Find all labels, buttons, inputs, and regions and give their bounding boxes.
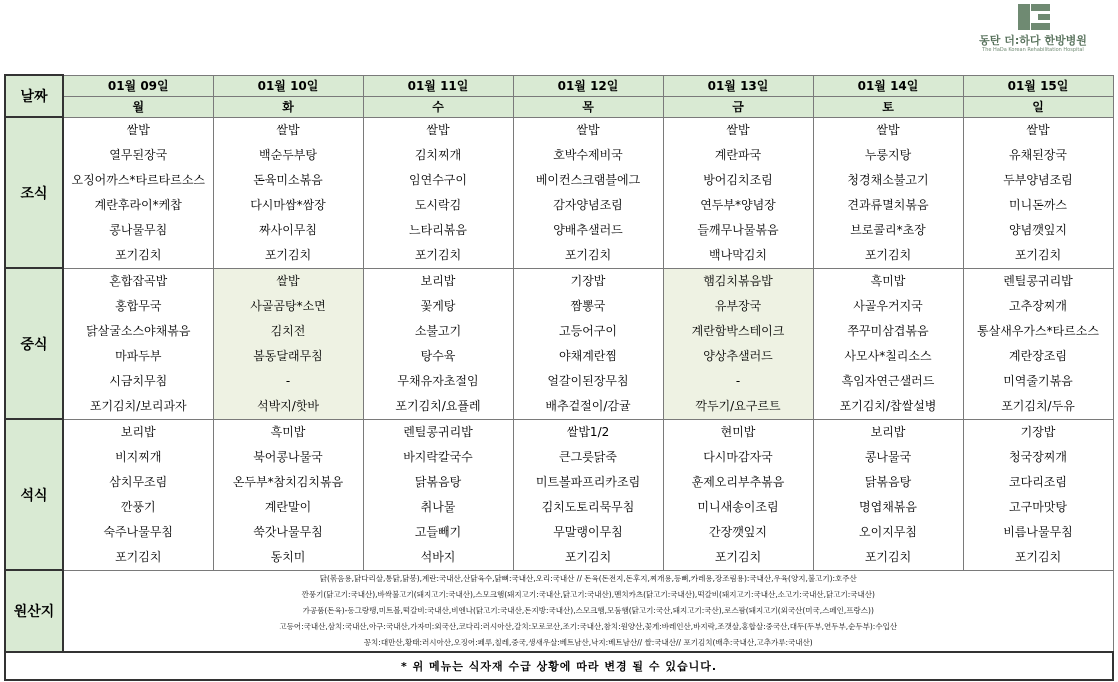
day-weekday: 토 bbox=[813, 96, 963, 117]
hospital-subtitle: The HaDa Korean Rehabilitation Hospital bbox=[982, 47, 1084, 53]
menu-item: 포기김치/두유 bbox=[1001, 398, 1075, 413]
origin-line: 꽁치:대만산,황태:러시아산,오징어:페루,칠레,중국,생새우살:베트남산,낙지:베트남산// 쌀:국내산// 포기김치(배추:국내산,고추가루:국내산) bbox=[363, 637, 813, 647]
menu-item: 보리밥 bbox=[870, 424, 906, 439]
menu-item: 비지찌개 bbox=[115, 449, 162, 464]
menu-item: 삼치무조림 bbox=[109, 474, 168, 489]
origin-line: 닭(볶음용,닭다리살,통닭,닭봉),계란:국내산,산닭육수,닭뼈:국내산,오리:국내산 // 돈육(돈전지,돈후지,찌개용,등뼈,카레용,장조림용):국내산,우육(양지,불고기):호주산 bbox=[319, 573, 857, 583]
menu-item: 짜사이무침 bbox=[259, 222, 317, 237]
menu-item: - bbox=[735, 373, 741, 388]
menu-item: 석바지 bbox=[420, 549, 456, 564]
menu-item: 무채유자초절임 bbox=[397, 373, 479, 388]
menu-item: 계란말이 bbox=[264, 499, 312, 514]
menu-item: 양상추샐러드 bbox=[703, 348, 773, 363]
menu-item: 콩나물무침 bbox=[109, 222, 168, 237]
menu-item: 포기김치 bbox=[564, 549, 612, 564]
menu-item: 렌틸콩귀리밥 bbox=[1003, 273, 1073, 288]
menu-item: 봄동달래무침 bbox=[253, 348, 323, 363]
breakfast-menu-cell bbox=[513, 117, 663, 268]
menu-item: 미역줄기볶음 bbox=[1003, 373, 1073, 388]
menu-item: 포기김치/찹쌀설병 bbox=[839, 398, 937, 413]
menu-item: 야채계란찜 bbox=[559, 348, 617, 363]
footer-note-row bbox=[5, 652, 1113, 680]
menu-item: 계란파국 bbox=[714, 147, 762, 162]
origin-info bbox=[63, 570, 1113, 652]
hospital-logo bbox=[968, 2, 1098, 66]
dinner-menu-cell bbox=[963, 419, 1113, 570]
menu-item: 오이지무침 bbox=[859, 524, 917, 539]
menu-item: 보리밥 bbox=[120, 424, 156, 439]
day-date: 01월 11일 bbox=[363, 75, 513, 96]
menu-item: 고등어구이 bbox=[559, 323, 617, 338]
menu-item: 견과류멸치볶음 bbox=[847, 197, 929, 212]
hospital-name: 동탄 더:하다 한방병원 bbox=[979, 34, 1087, 47]
day-date: 01월 12일 bbox=[513, 75, 663, 96]
menu-item: 포기김치 bbox=[1014, 247, 1062, 262]
menu-item: 흑미밥 bbox=[270, 424, 306, 439]
menu-item: 온두부*참치김치볶음 bbox=[232, 474, 344, 489]
lunch-menu-cell bbox=[963, 268, 1113, 419]
menu-item: 쑥갓나물무침 bbox=[253, 524, 323, 539]
day-date: 01월 13일 bbox=[663, 75, 813, 96]
origin-row bbox=[5, 570, 1113, 652]
menu-item: 꽃게탕 bbox=[420, 298, 456, 313]
menu-item: 고구마맛탕 bbox=[1009, 499, 1067, 514]
menu-item: 감자양념조림 bbox=[553, 197, 623, 212]
menu-item: 브로콜리*초장 bbox=[850, 222, 926, 237]
lunch-menu-cell bbox=[513, 268, 663, 419]
menu-item: 석박지/핫바 bbox=[256, 398, 319, 413]
breakfast-menu-cell bbox=[813, 117, 963, 268]
day-weekday: 화 bbox=[213, 96, 363, 117]
lunch-menu-cell bbox=[63, 268, 213, 419]
menu-item: 보리밥 bbox=[420, 273, 456, 288]
menu-item: 고들빼기 bbox=[414, 524, 462, 539]
menu-item: 오징어까스*타르타르소스 bbox=[71, 172, 205, 187]
menu-item: 포기김치 bbox=[264, 247, 312, 262]
menu-item: 포기김치 bbox=[414, 247, 462, 262]
menu-item: 명엽채볶음 bbox=[859, 499, 917, 514]
menu-item: 느타리볶음 bbox=[409, 222, 467, 237]
menu-item: 통살새우가스*타르소스 bbox=[977, 323, 1099, 338]
menu-item: 햄김치볶음밥 bbox=[703, 273, 773, 288]
menu-item: 쌀밥 bbox=[276, 122, 300, 137]
menu-item: 쌀밥 bbox=[1026, 122, 1050, 137]
menu-item: 취나물 bbox=[420, 499, 456, 514]
menu-item: - bbox=[285, 373, 291, 388]
menu-item: 계란장조림 bbox=[1009, 348, 1067, 363]
menu-item: 기장밥 bbox=[570, 273, 606, 288]
menu-item: 포기김치 bbox=[564, 247, 612, 262]
menu-item: 홍합무국 bbox=[115, 298, 162, 313]
menu-item: 다시마쌈*쌈장 bbox=[250, 197, 326, 212]
dinner-label: 석식 bbox=[5, 419, 63, 570]
origin-line: 고등어:국내산,삼치:국내산,아구:국내산,가자미:외국산,코다리:러시아산,갈치:모로코산,조기:국내산,참치:원양산,꽃게:바레인산,바지락,조갯살,홍합살:중국산,대두(두부,연두부,순두부):수입산 bbox=[279, 621, 898, 631]
menu-item: 호박수제비국 bbox=[553, 147, 623, 162]
menu-item: 방어김치조림 bbox=[703, 172, 773, 187]
menu-item: 간장깻잎지 bbox=[709, 524, 767, 539]
menu-item: 양념깻잎지 bbox=[1009, 222, 1067, 237]
breakfast-menu-cell bbox=[363, 117, 513, 268]
menu-item: 비름나물무침 bbox=[1003, 524, 1073, 539]
menu-item: 포기김치 bbox=[115, 549, 162, 564]
menu-item: 렌틸콩귀리밥 bbox=[403, 424, 473, 439]
dinner-menu-cell bbox=[813, 419, 963, 570]
menu-item: 연두부*양념장 bbox=[700, 197, 776, 212]
menu-item: 포기김치 bbox=[864, 549, 912, 564]
menu-item: 배추겉절이/감귤 bbox=[545, 398, 631, 413]
menu-item: 베이컨스크램블에그 bbox=[535, 172, 641, 187]
menu-item: 현미밥 bbox=[720, 424, 756, 439]
menu-item: 미니새송이조림 bbox=[697, 499, 779, 514]
menu-item: 돈육미소볶음 bbox=[253, 172, 323, 187]
dinner-menu-cell bbox=[63, 419, 213, 570]
dinner-menu-cell bbox=[213, 419, 363, 570]
menu-item: 혼합잡곡밥 bbox=[109, 273, 168, 288]
dinner-menu-cell bbox=[663, 419, 813, 570]
date-label: 날짜 bbox=[5, 75, 63, 117]
lunch-menu-cell bbox=[363, 268, 513, 419]
lunch-menu-cell bbox=[213, 268, 363, 419]
menu-item: 큰그릇닭죽 bbox=[559, 449, 617, 464]
menu-item: 포기김치 bbox=[1014, 549, 1062, 564]
breakfast-menu-cell bbox=[63, 117, 213, 268]
menu-item: 깐풍기 bbox=[120, 499, 156, 514]
day-weekday: 일 bbox=[963, 96, 1113, 117]
menu-item: 미트볼파프리카조림 bbox=[535, 474, 641, 489]
menu-item: 기장밥 bbox=[1020, 424, 1056, 439]
menu-item: 계란함박스테이크 bbox=[691, 323, 785, 338]
menu-item: 짬뽕국 bbox=[570, 298, 606, 313]
lunch-label: 중식 bbox=[5, 268, 63, 419]
menu-item: 얼갈이된장무침 bbox=[547, 373, 629, 388]
hospital-logo-mark-icon bbox=[1018, 4, 1050, 30]
menu-item: 미니돈까스 bbox=[1009, 197, 1067, 212]
menu-item: 백나막김치 bbox=[709, 247, 767, 262]
day-weekday: 월 bbox=[63, 96, 213, 117]
breakfast-menu-cell bbox=[213, 117, 363, 268]
menu-item: 양배추샐러드 bbox=[553, 222, 623, 237]
menu-item: 훈제오리부추볶음 bbox=[691, 474, 785, 489]
menu-item: 깍두기/요구르트 bbox=[695, 398, 781, 413]
menu-item: 소불고기 bbox=[414, 323, 462, 338]
dinner-menu-cell bbox=[363, 419, 513, 570]
menu-item: 다시마감자국 bbox=[703, 449, 773, 464]
day-date: 01월 10일 bbox=[213, 75, 363, 96]
menu-item: 닭볶음탕 bbox=[864, 474, 912, 489]
menu-item: 시금치무침 bbox=[109, 373, 168, 388]
menu-item: 바지락칼국수 bbox=[403, 449, 473, 464]
menu-item: 쌀밥1/2 bbox=[566, 424, 610, 439]
menu-item: 도시락김 bbox=[414, 197, 462, 212]
menu-item: 포기김치 bbox=[714, 549, 762, 564]
weekly-menu-table bbox=[4, 74, 1114, 681]
day-weekday: 목 bbox=[513, 96, 663, 117]
menu-item: 동치미 bbox=[270, 549, 306, 564]
menu-item: 흑임자연근샐러드 bbox=[841, 373, 935, 388]
dinner-menu-cell bbox=[513, 419, 663, 570]
menu-item: 닭볶음탕 bbox=[414, 474, 462, 489]
menu-item: 고추장찌개 bbox=[1009, 298, 1067, 313]
menu-item: 들깨무나물볶음 bbox=[697, 222, 779, 237]
menu-item: 포기김치/요플레 bbox=[395, 398, 481, 413]
menu-item: 쌀밥 bbox=[276, 273, 300, 288]
menu-item: 쌀밥 bbox=[426, 122, 450, 137]
header-date-row bbox=[5, 75, 1113, 96]
header-weekday-row bbox=[5, 96, 1113, 117]
menu-item: 닭살굴소스야채볶음 bbox=[86, 323, 191, 338]
day-date: 01월 15일 bbox=[963, 75, 1113, 96]
lunch-row bbox=[5, 268, 1113, 419]
menu-item: 탕수육 bbox=[420, 348, 456, 363]
origin-line: 깐풍기(닭고기:국내산),바싹불고기(돼지고기:국내산),스모크햄(돼지고기:국내산,닭고기:국내산),멘치카츠(닭고기:국내산),떡갈비(돼지고기:국내산,소고기:국내산,닭고기:국내산) bbox=[301, 589, 875, 599]
menu-item: 두부양념조림 bbox=[1003, 172, 1073, 187]
menu-item: 쭈꾸미삼겹볶음 bbox=[847, 323, 929, 338]
menu-item: 사골곰탕*소면 bbox=[250, 298, 326, 313]
menu-item: 청경채소불고기 bbox=[847, 172, 929, 187]
menu-item: 흑미밥 bbox=[870, 273, 906, 288]
menu-item: 김치찌개 bbox=[414, 147, 462, 162]
menu-item: 유채된장국 bbox=[1009, 147, 1067, 162]
menu-item: 임연수구이 bbox=[409, 172, 467, 187]
menu-item: 김치도토리묵무침 bbox=[541, 499, 635, 514]
lunch-menu-cell bbox=[813, 268, 963, 419]
menu-item: 포기김치 bbox=[864, 247, 912, 262]
breakfast-menu-cell bbox=[663, 117, 813, 268]
menu-item: 김치전 bbox=[270, 323, 306, 338]
day-date: 01월 09일 bbox=[63, 75, 213, 96]
menu-item: 사모사*칠리소스 bbox=[844, 348, 932, 363]
breakfast-label: 조식 bbox=[5, 117, 63, 268]
menu-item: 열무된장국 bbox=[109, 147, 168, 162]
day-date: 01월 14일 bbox=[813, 75, 963, 96]
menu-item: 숙주나물무침 bbox=[103, 524, 174, 539]
menu-item: 마파두부 bbox=[115, 348, 162, 363]
origin-label: 원산지 bbox=[5, 570, 63, 652]
menu-item: 쌀밥 bbox=[126, 122, 150, 137]
menu-item: 백순두부탕 bbox=[259, 147, 317, 162]
menu-item: 유부장국 bbox=[714, 298, 762, 313]
lunch-menu-cell bbox=[663, 268, 813, 419]
menu-item: 코다리조림 bbox=[1009, 474, 1067, 489]
day-weekday: 수 bbox=[363, 96, 513, 117]
menu-item: 사골우거지국 bbox=[853, 298, 923, 313]
breakfast-menu-cell bbox=[963, 117, 1113, 268]
menu-item: 쌀밥 bbox=[726, 122, 750, 137]
menu-item: 청국장찌개 bbox=[1009, 449, 1067, 464]
dinner-row bbox=[5, 419, 1113, 570]
menu-item: 콩나물국 bbox=[864, 449, 912, 464]
menu-item: 포기김치/보리과자 bbox=[89, 398, 187, 413]
day-weekday: 금 bbox=[663, 96, 813, 117]
menu-item: 무말랭이무침 bbox=[553, 524, 623, 539]
menu-item: 포기김치 bbox=[115, 247, 162, 262]
footer-note: * 위 메뉴는 식자재 수급 상황에 따라 변경 될 수 있습니다. bbox=[5, 652, 1113, 680]
breakfast-row bbox=[5, 117, 1113, 268]
menu-item: 계란후라이*케찹 bbox=[94, 197, 182, 212]
menu-item: 누룽지탕 bbox=[864, 147, 912, 162]
origin-line: 가공품(돈육)-동그랑땡,미트볼,떡갈비:국내산,비엔나(닭고기:국내산,돈지방:국내산),스모크햄,모둠햄(닭고기:국산,돼지고기:국산),로스팜(돼지고기(외국산(미국,스페인,프랑스)) bbox=[302, 605, 874, 615]
menu-item: 쌀밥 bbox=[576, 122, 600, 137]
menu-item: 쌀밥 bbox=[876, 122, 900, 137]
menu-item: 북어콩나물국 bbox=[253, 449, 323, 464]
